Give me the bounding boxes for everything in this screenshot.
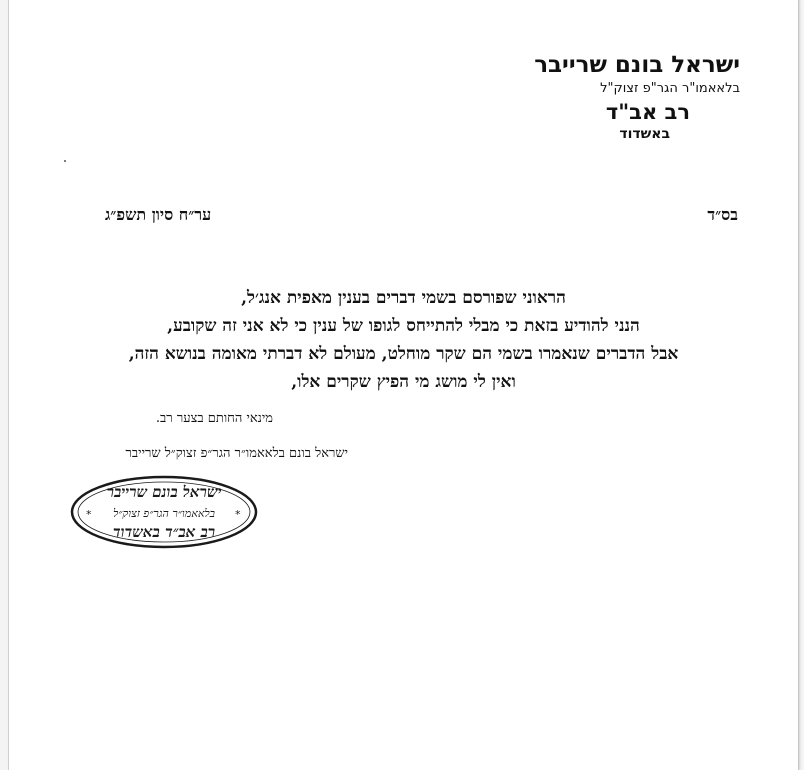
letterhead-subtitle: בלאאמו"ר הגר"פ זצוק"ל [600, 81, 740, 96]
letterhead-name: ישראל בונם שרייבר [534, 52, 740, 78]
body-line: אבל הדברים שנאמרו בשמי הם שקר מוחלט, מעולם לא דברתי מאומה בנושא הזה, [128, 344, 679, 364]
body-line: הראוני שפורסם בשמי דברים בענין מאפית אנג׳ל, [241, 288, 566, 308]
stamp-star-right: * [235, 508, 241, 521]
scan-speck [64, 160, 66, 162]
stamp-star-left: * [86, 508, 92, 521]
letter-date: ער״ח סיון תשפ״ג [105, 205, 212, 224]
bsd-mark: בס״ד [707, 205, 738, 224]
body-line: הנני להודיע בזאת כי מבלי להתייחס לגופו של ענין כי לא אני זה שקובע, [167, 316, 640, 336]
signature-line: ישראל בונם בלאאמו״ר הגר״פ זצוק״ל שרייבר [125, 446, 348, 461]
closing-line: מינאי החותם בצער רב. [155, 411, 273, 426]
body-line: ואין לי מושג מי הפיץ שקרים אלו, [291, 372, 516, 392]
letter-body [9, 284, 798, 396]
letterhead-city: באשדוד [619, 126, 670, 142]
stamp-line-1: ישראל בונם שרייבר [106, 483, 222, 501]
document-page [8, 0, 799, 770]
stamp-line-3: רב אב״ד באשדוד [112, 523, 216, 541]
rabbinical-stamp [69, 474, 259, 550]
stamp-line-2: בלאאמו״ר הגר״פ זצוק״ל [113, 507, 215, 520]
letterhead-title: רב אב"ד [605, 100, 690, 124]
